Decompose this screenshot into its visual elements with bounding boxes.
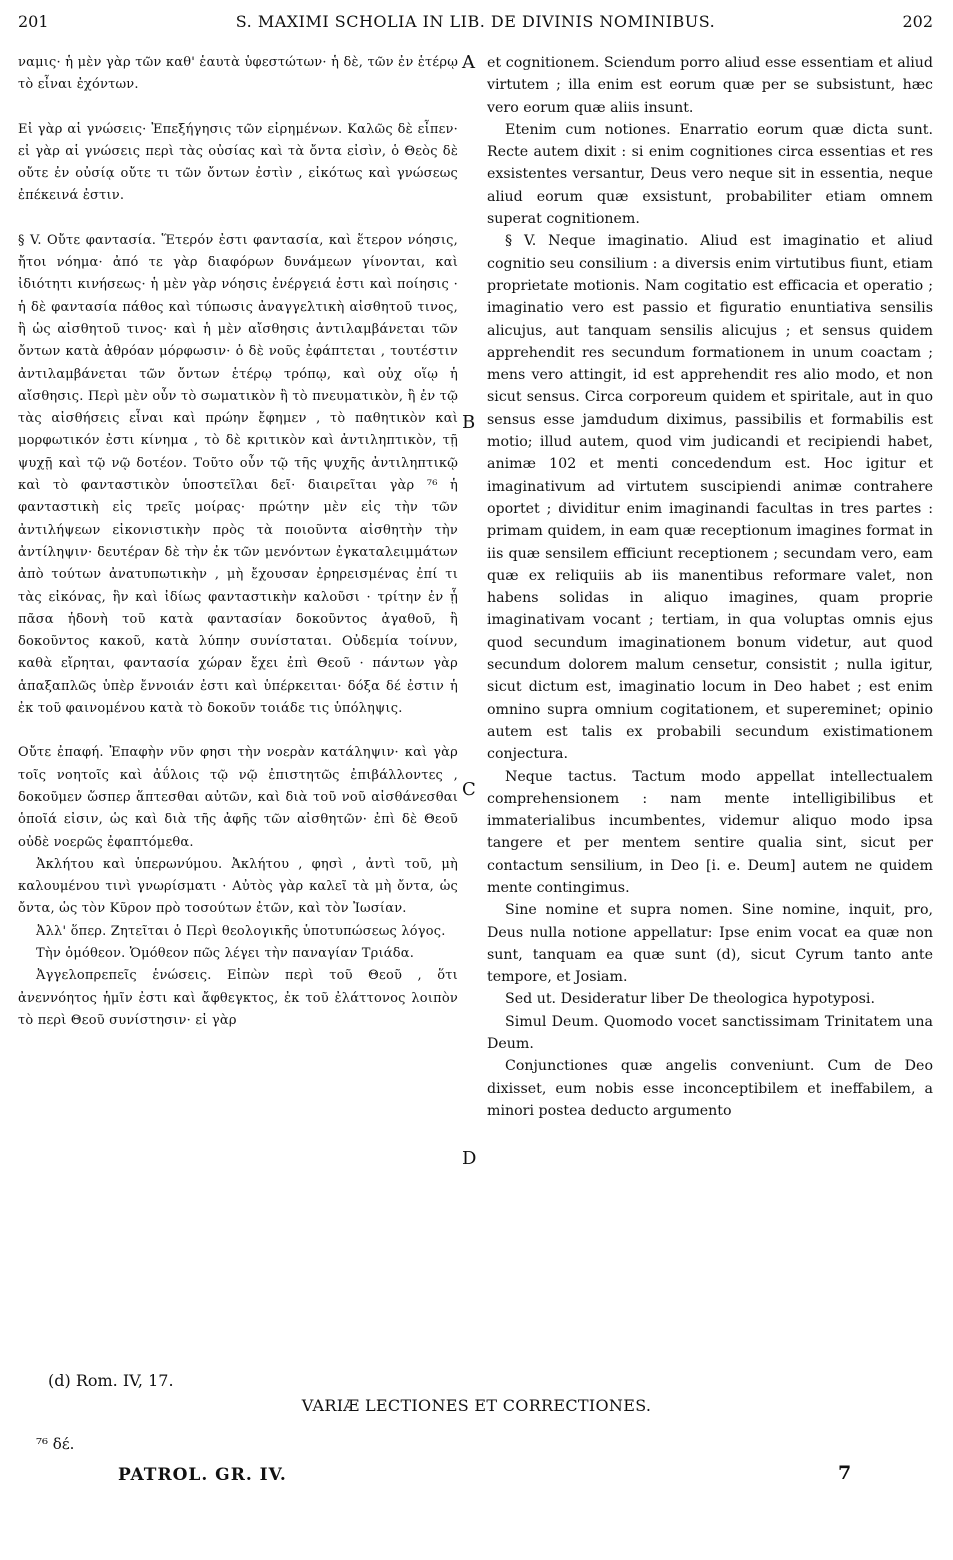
latin-paragraph: Conjunctiones quæ angelis conveniunt. Cum de Deo dixisset, eum nobis esse inconceptibilem et ineffabilem, a minori postea deducto argumento (487, 1058, 933, 1119)
latin-paragraph: § V. Neque imaginatio. Aliud est imaginatio et aliud cognitio seu consilium : a diversis enim virtutibus fiunt, etiam proprietate motionis. Nam cogitatio est efficacia et operatio ; imaginatio vero est passio et figuratio enuntiativa sensilis alicujus, aut tanquam sensilis alicujus ; et sensus quidem apprehendit res secundum formationem in unum coactam ; mens vero attingit, id est apprehendit res alio modo, et non sicut sensus. Circa corporeum quidem et spiritale, aut in quo sensus esse jamdudum diximus, passibilis et formabilis est motio; illud autem, quod vim judicandi et recipiendi habet, animæ 102 et menti concedendum est. Hoc igitur et imaginativum ad virtutem suscipiendi animæ contrahere oportet ; dividitur enim imaginandi facultas in tres partes : primam quidem, in eam quæ receptionum imagines format in iis quæ sensilem efficiunt receptionem ; secundam vero, eam quæ ex reliquiis ab iis manentibus reformare valet, non habens solidas in aliquo imagines, quam proprie imaginativam vocant ; tertiam, in qua voluptas omnis ejus quod secundum imaginationem bonum videtur, aut quod secundum dolorem malum censetur, consistit ; nulla igitur, sicut dictum est, imaginatio locum in Deo habet ; est enim omnino supra omnium cogitationem, et supereminet; opinio autem est talis ex probabili secundum existimationem conjectura. (487, 233, 933, 763)
greek-paragraph: § V. Οὔτε φαντασία. Ἕτερόν ἐστι φαντασία, καὶ ἕτερον νόησις, ἤτοι νόημα· ἀπό τε γὰρ διαφόρων δυνάμεων γίνονται, καὶ ἰδιότητι κινήσεως· ἡ μὲν γὰρ νόησις ἐνέργειά ἐστι καὶ ποίησις · ἡ δὲ φαντασία πάθος καὶ τύπωσις ἀναγγελτικὴ αἰσθητοῦ τινος, ἢ ὡς αἰσθητοῦ τινος· καὶ ἡ μὲν αἴσθησις ἀντιλαμβάνεται τῶν ὄντων κατὰ ἀθρόαν μόρφωσιν· ὁ δὲ νοῦς ἐφάπτεται , τουτέστιν ἀντιλαμβάνεται τῶν ὄντων ἑτέρῳ τρόπῳ, καὶ οὐχ οἵῳ ἡ αἴσθησις. Περὶ μὲν οὖν τὸ σωματικὸν ἢ τὸ πνευματικὸν, ἢ ἐν τῷ τὰς αἰσθήσεις εἶναι καὶ πρώην ἔφημεν , τὸ παθητικὸν καὶ μορφωτικόν ἐστι κίνημα , τὸ δὲ κριτικὸν καὶ ἀντιληπτικὸν, τῇ ψυχῇ καὶ τῷ νῷ δοτέον. Τοῦτο οὖν τῷ τῆς ψυχῆς ἀντιληπτικῷ καὶ τὸ φανταστικὸν ὑποστεῖλαι δεῖ· διαιρεῖται γὰρ ⁷⁶ ἡ φανταστικὴ εἰς τρεῖς μοίρας· πρώτην μὲν εἰς τὴν τῶν ἀντιλήψεων εἰκονιστικὴν πρὸς τὰ ποιοῦντα αἰσθητὴν τὴν ἀντίληψιν· δευτέραν δὲ τὴν ἐκ τῶν μενόντων ἐγκαταλειμμάτων ἀπὸ τούτων ἀνατυπωτικὴν , μὴ ἔχουσαν ἐρηρεισμένας ἐπί τι τὰς εἰκόνας, ἣν καὶ ἰδίως φανταστικὴν καλοῦσι · τρίτην ἐν ᾗ πᾶσα ἡδονὴ τοῦ κατὰ φαντασίαν δοκοῦντος ἀγαθοῦ, ἢ δοκοῦντος κακοῦ, κατὰ λύπην συνίσταται. Οὐδεμία τοίνυν, καθὰ εἴρηται, φαντασία χώραν ἔχει ἐπὶ Θεοῦ · πάντων γὰρ ἁπαξαπλῶς ὑπὲρ ἔννοιάν ἐστι καὶ ὑπέρκειται· δόξα δέ ἐστιν ἡ ἐκ τοῦ φαινομένου κατὰ τὸ δοκοῦν τοιάδε τις ὑπόληψις. (18, 232, 458, 717)
latin-paragraph: Neque tactus. Tactum modo appellat intellectualem comprehensionem : nam mente intelligibilibus et immaterialibus incumbentes, videmur aliquo modo ipsa tangere et per mentem sentire qualia sint, sicut per contactum sensilium, in Deo [i. e. Deum] autem ne quidem mente contingimus. (487, 768, 933, 896)
latin-paragraph: Simul Deum. Quomodo vocet sanctissimam Trinitatem una Deum. (487, 1013, 933, 1053)
greek-paragraph: Ἀλλ' ὅπερ. Ζητεῖται ὁ Περὶ θεολογικῆς ὑποτυπώσεως λόγος. (36, 923, 446, 939)
running-title: S. MAXIMI SCHOLIA IN LIB. DE DIVINIS NOMINIBUS. (235, 12, 716, 31)
page-number-left: 201 (18, 12, 49, 31)
greek-column (18, 52, 458, 1032)
greek-paragraph: ναμις· ἡ μὲν γὰρ τῶν καθ' ἑαυτὰ ὑφεστώτων· ἡ δὲ, τῶν ἐν ἑτέρῳ τὸ εἶναι ἐχόντων. (18, 55, 458, 93)
signature-mark: PATROL. GR. IV. (118, 1465, 287, 1485)
greek-paragraph: Τὴν ὁμόθεον. Ὁμόθεον πῶς λέγει τὴν παναγίαν Τριάδα. (36, 945, 415, 961)
margin-marker-d: D (462, 1148, 477, 1169)
margin-marker-a: A (462, 52, 475, 73)
margin-marker-b: B (462, 412, 476, 433)
variae-lectiones-heading: VARIÆ LECTIONES ET CORRECTIONES. (301, 1396, 652, 1415)
signature-number: 7 (838, 1462, 852, 1484)
running-header (18, 12, 933, 38)
footnote-76: ⁷⁶ δέ. (36, 1435, 75, 1453)
margin-marker-c: C (462, 779, 476, 800)
greek-paragraph: Ἀκλήτου καὶ ὑπερωνύμου. Ἀκλήτου , φησὶ , ἀντὶ τοῦ, μὴ καλουμένου τινὶ γνωρίσματι · Αὐτὸς γὰρ καλεῖ τὰ μὴ ὄντα, ὡς ὄντα, ὡς τὸν Κῦρον πρὸ τοσούτων ἐτῶν, καὶ τὸν Ἰωσίαν. (18, 856, 458, 917)
greek-paragraph: Εἰ γὰρ αἱ γνώσεις· Ἐπεξήγησις τῶν εἰρημένων. Καλῶς δὲ εἶπεν· εἰ γὰρ αἱ γνώσεις περὶ τὰς οὐσίας καὶ τὰ ὄντα εἰσὶν, ὁ Θεὸς δὲ οὔτε ἐν οὐσίᾳ οὔτε τι τῶν ὄντων ἐστὶν , εἰκότως καὶ γνώσεως ἐπέκεινά ἐστιν. (18, 121, 458, 204)
footnote: (d) Rom. IV, 17. (48, 1371, 174, 1390)
latin-paragraph: et cognitionem. Sciendum porro aliud esse essentiam et aliud virtutem ; illa enim est eorum quæ per se subsistunt, hæc vero eorum quæ aliis insunt. (487, 55, 933, 116)
greek-paragraph: Ἀγγελοπρεπεῖς ἑνώσεις. Εἰπὼν περὶ τοῦ Θεοῦ , ὅτι ἀνεννόητος ἡμῖν ἐστι καὶ ἄφθεγκτος, ἐκ τοῦ ἐλάττονος λοιπὸν τὸ περὶ Θεοῦ συνίστησιν· εἰ γὰρ (18, 968, 458, 1028)
greek-paragraph: Οὔτε ἐπαφή. Ἐπαφὴν νῦν φησι τὴν νοερὰν κατάληψιν· καὶ γὰρ τοῖς νοητοῖς καὶ ἀΰλοις τῷ νῷ ἐπιστητῶς ἐπιβάλλοντες , δοκοῦμεν ὥσπερ ἅπτεσθαι αὐτῶν, καὶ διὰ τοῦ νοῦ αἰσθάνεσθαι ὁποῖά εἰσιν, ὡς καὶ διὰ τῆς ἀφῆς τῶν αἰσθητῶν· ἐπὶ δὲ Θεοῦ οὐδὲ νοερῶς ἐφαπτόμεθα. (18, 745, 458, 850)
latin-paragraph: Sed ut. Desideratur liber De theologica hypotyposi. (505, 991, 875, 1008)
latin-column (487, 52, 933, 1122)
latin-paragraph: Etenim cum notiones. Enarratio eorum quæ dicta sunt. Recte autem dixit : si enim cognitiones circa essentias et res exsistentes versantur, Deus vero neque sit in essentia, neque aliud eorum quæ exsistunt, probabiliter etiam omnem superat cognitionem. (487, 121, 933, 228)
page-number-right: 202 (902, 12, 933, 31)
latin-paragraph: Sine nomine et supra nomen. Sine nomine, inquit, pro, Deus nulla notione appellatur: Ipse enim vocat ea quæ non sunt, tanquam ea quæ sunt (d), sicut Cyrum tanto ante tempore, et Josiam. (487, 902, 933, 986)
